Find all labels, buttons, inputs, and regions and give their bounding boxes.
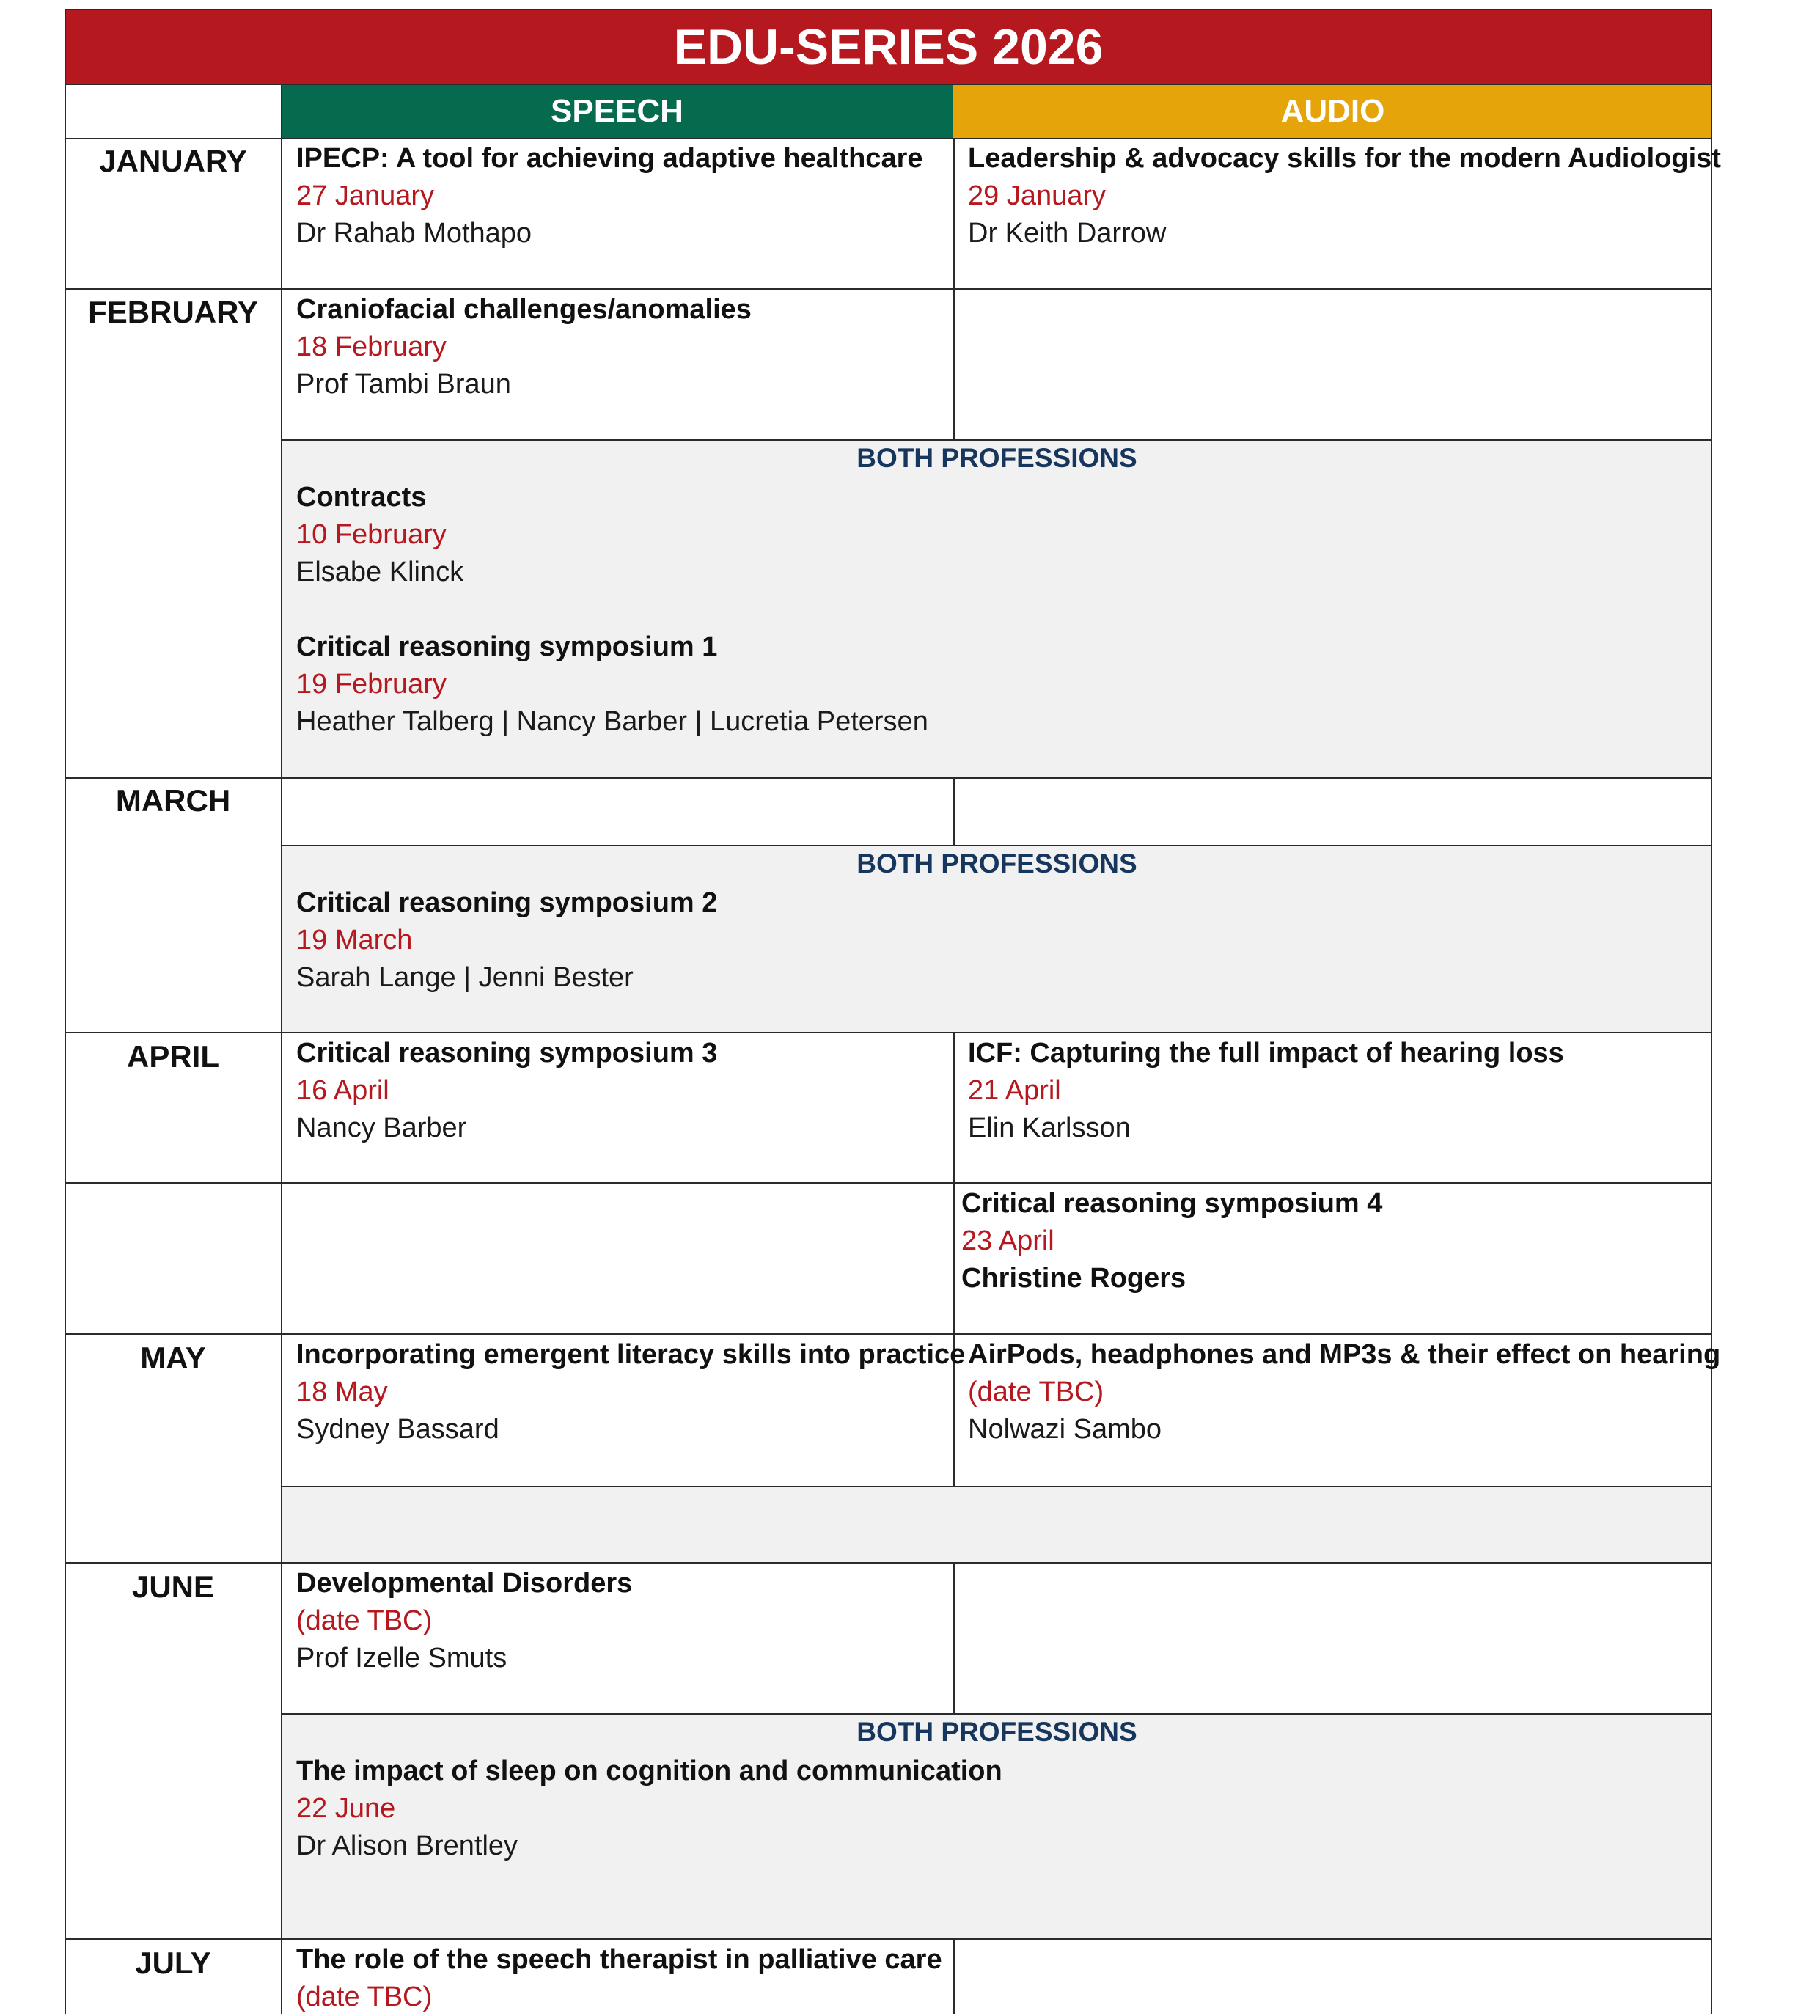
speech-column-header: SPEECH bbox=[281, 85, 953, 138]
month-label-may: MAY bbox=[140, 1341, 206, 1375]
event-jun-speech bbox=[296, 1565, 632, 1677]
event-date: 16 April bbox=[296, 1075, 389, 1106]
month-label-july: JULY bbox=[135, 1946, 211, 1980]
event-jun-both bbox=[296, 1753, 1002, 1865]
event-title: Critical reasoning symposium 3 bbox=[296, 1038, 718, 1069]
event-title: ICF: Capturing the full impact of hearing loss bbox=[968, 1038, 1564, 1069]
event-apr-speech bbox=[296, 1035, 717, 1147]
event-speaker: Prof Tambi Braun bbox=[296, 369, 511, 400]
both-professions-label: BOTH PROFESSIONS bbox=[856, 848, 1137, 879]
event-apr-audio-2 bbox=[961, 1185, 1382, 1297]
event-title: Critical reasoning symposium 2 bbox=[296, 887, 718, 918]
event-may-speech bbox=[296, 1336, 965, 1448]
event-speaker: Heather Talberg | Nancy Barber | Lucretia Petersen bbox=[296, 706, 928, 737]
schedule-title: EDU-SERIES 2026 bbox=[65, 9, 1712, 85]
event-apr-audio bbox=[968, 1035, 1564, 1147]
event-jul-speech bbox=[296, 1941, 942, 2016]
event-feb-speech bbox=[296, 291, 752, 403]
event-title: Developmental Disorders bbox=[296, 1568, 633, 1599]
month-label-march: MARCH bbox=[115, 783, 231, 818]
event-date: 18 May bbox=[296, 1377, 388, 1407]
event-speaker: Dr Alison Brentley bbox=[296, 1830, 518, 1861]
event-date: (date TBC) bbox=[968, 1377, 1104, 1407]
event-date: 10 February bbox=[296, 519, 447, 550]
event-speaker: Prof Izelle Smuts bbox=[296, 1643, 507, 1674]
event-speaker: Elin Karlsson bbox=[968, 1113, 1131, 1143]
event-date: 23 April bbox=[961, 1225, 1054, 1256]
event-title: AirPods, headphones and MP3s & their effect on hearing bbox=[968, 1339, 1721, 1370]
event-title: Contracts bbox=[296, 482, 427, 513]
event-date: 18 February bbox=[296, 331, 447, 362]
both-professions-label: BOTH PROFESSIONS bbox=[856, 1717, 1137, 1747]
event-date: 21 April bbox=[968, 1075, 1061, 1106]
event-title: Critical reasoning symposium 1 bbox=[296, 631, 718, 662]
month-label-june: JUNE bbox=[131, 1569, 215, 1604]
both-professions-label: BOTH PROFESSIONS bbox=[856, 443, 1137, 473]
month-label-april: APRIL bbox=[127, 1039, 219, 1074]
event-date: 19 February bbox=[296, 669, 447, 700]
event-title: Leadership & advocacy skills for the modern Audiologist bbox=[968, 143, 1721, 174]
event-title: Craniofacial challenges/anomalies bbox=[296, 294, 752, 325]
month-label-january: JANUARY bbox=[99, 144, 247, 178]
event-mar-both bbox=[296, 884, 717, 997]
event-jan-speech bbox=[296, 140, 923, 252]
audio-column-header: AUDIO bbox=[953, 85, 1712, 138]
event-speaker: Nancy Barber bbox=[296, 1113, 467, 1143]
event-title: The role of the speech therapist in palliative care bbox=[296, 1944, 942, 1975]
may-shared-row bbox=[282, 1487, 1712, 1563]
event-date: (date TBC) bbox=[296, 1605, 433, 1636]
event-title: The impact of sleep on cognition and communication bbox=[296, 1756, 1002, 1786]
event-title: IPECP: A tool for achieving adaptive healthcare bbox=[296, 143, 923, 174]
event-speaker: Dr Keith Darrow bbox=[968, 218, 1167, 249]
event-date: 22 June bbox=[296, 1793, 396, 1824]
event-speaker: Sydney Bassard bbox=[296, 1414, 499, 1445]
event-speaker: Elsabe Klinck bbox=[296, 557, 464, 587]
event-title: Critical reasoning symposium 4 bbox=[961, 1188, 1383, 1219]
event-speaker: Sarah Lange | Jenni Bester bbox=[296, 962, 634, 993]
event-speaker: Christine Rogers bbox=[961, 1263, 1186, 1294]
event-may-audio bbox=[968, 1336, 1720, 1448]
event-feb-both-2 bbox=[296, 628, 928, 741]
event-title: Incorporating emergent literacy skills into practice bbox=[296, 1339, 966, 1370]
event-jan-audio bbox=[968, 140, 1721, 252]
event-speaker: Dr Rahab Mothapo bbox=[296, 218, 532, 249]
event-date: 29 January bbox=[968, 180, 1107, 211]
event-date: (date TBC) bbox=[296, 1982, 433, 2012]
event-date: 19 March bbox=[296, 925, 413, 956]
event-date: 27 January bbox=[296, 180, 435, 211]
month-label-february: FEBRUARY bbox=[88, 295, 258, 329]
event-feb-both-1 bbox=[296, 479, 463, 591]
event-speaker: Nolwazi Sambo bbox=[968, 1414, 1162, 1445]
